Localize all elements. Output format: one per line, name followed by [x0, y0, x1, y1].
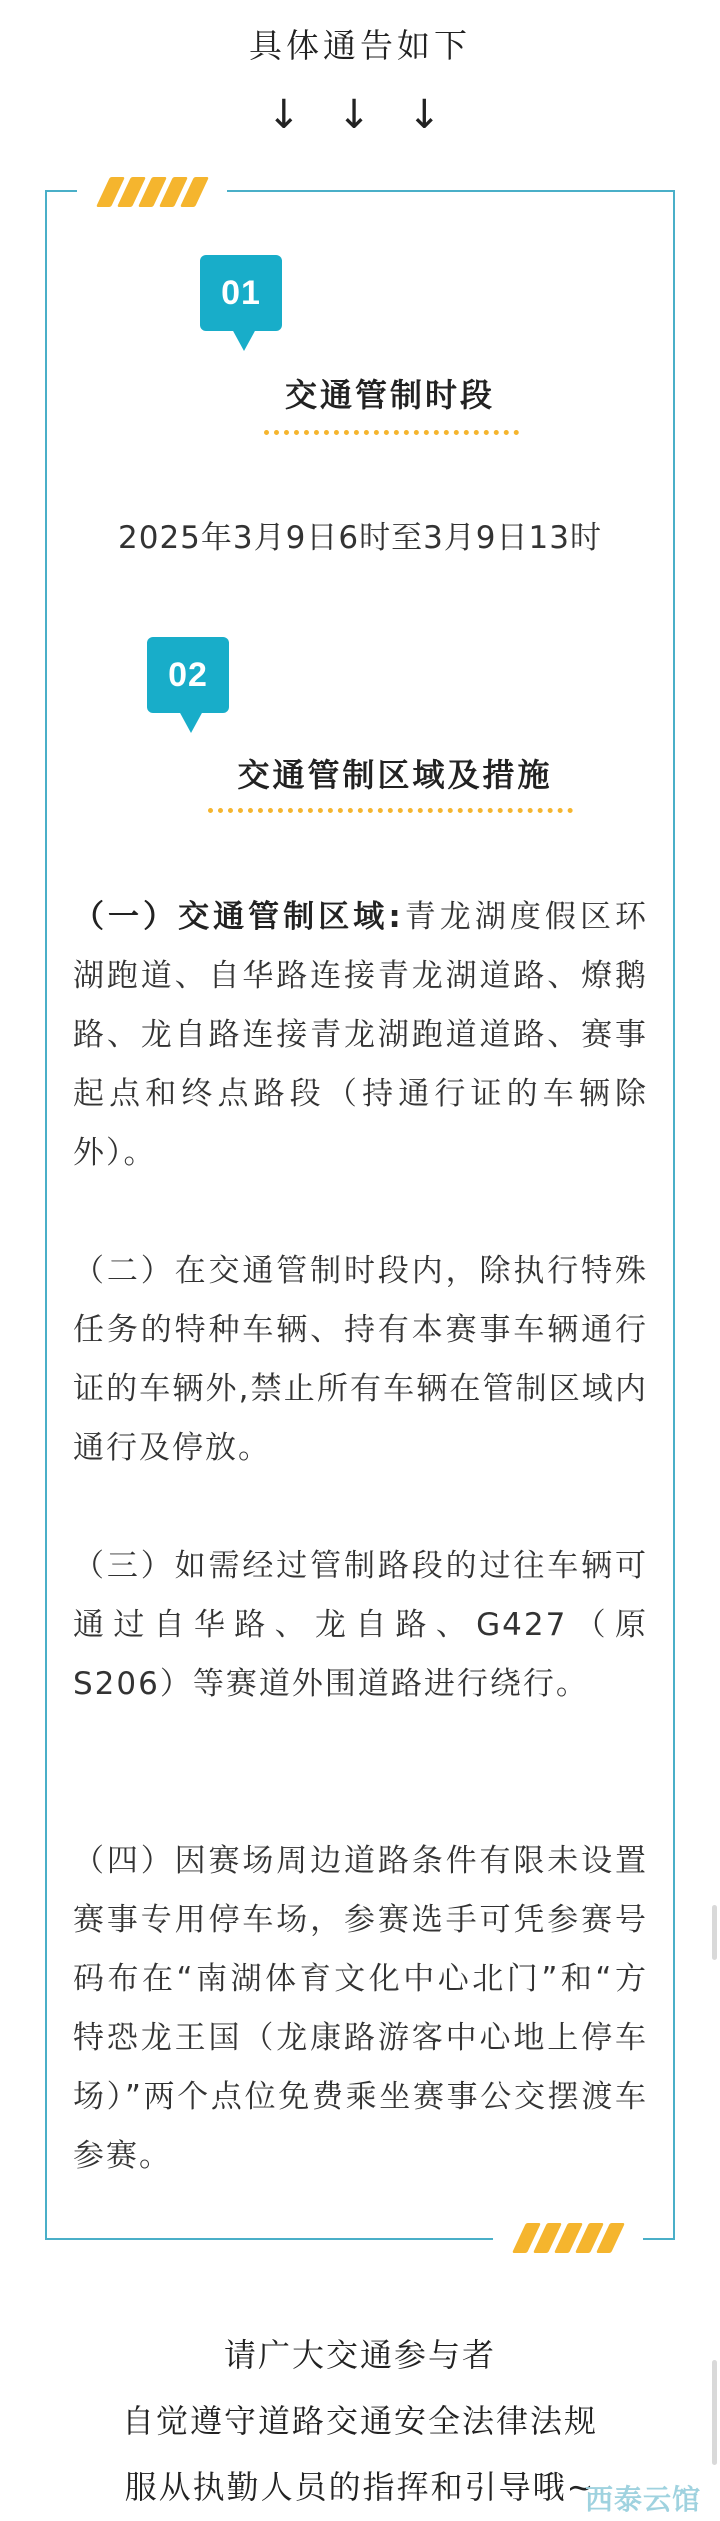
stripe-decoration-icon	[77, 174, 227, 210]
intro-text: 具体通告如下	[249, 26, 471, 65]
title-underline	[208, 808, 573, 813]
closing-line: 服从执勤人员的指挥和引导哦~	[124, 2468, 596, 2506]
scrollbar-thumb[interactable]	[712, 2360, 717, 2465]
section-title: 交通管制区域及措施	[237, 756, 553, 794]
watermark-logo: 西泰云馆	[585, 2483, 702, 2516]
section-number-badge: 02	[147, 637, 229, 713]
stripe-decoration-icon	[493, 2220, 643, 2256]
paragraph-text: 青龙湖度假区环湖跑道、自华路连接青龙湖道路、燎鹅路、龙自路连接青龙湖跑道道路、赛事起点和终点路段（持通行证的车辆除外）。	[73, 899, 648, 1171]
measure-paragraph: （三）如需经过管制路段的过往车辆可通过自华路、龙自路、G427（原S206）等赛道外围道路进行绕行。	[73, 1548, 648, 1702]
measure-paragraph	[73, 888, 648, 1183]
down-arrows-icon: ↓ ↓ ↓	[267, 92, 453, 138]
control-time: 2025年3月9日6时至3月9日13时	[118, 520, 602, 556]
paragraph-heading: （一）交通管制区域:	[73, 899, 403, 935]
section-title: 交通管制时段	[284, 376, 495, 414]
section-number-badge: 01	[200, 255, 282, 331]
scrollbar-thumb[interactable]	[712, 1905, 717, 1960]
measure-paragraph: （四）因赛场周边道路条件有限未设置赛事专用停车场，参赛选手可凭参赛号码布在“南湖体育文化中心北门”和“方特恐龙王国（龙康路游客中心地上停车场）”两个点位免费乘坐赛事公交摆渡车参赛。	[73, 1843, 648, 2174]
measure-paragraph: （二）在交通管制时段内，除执行特殊任务的特种车辆、持有本赛事车辆通行证的车辆外,禁止所有车辆在管制区域内通行及停放。	[73, 1253, 648, 1466]
closing-line: 请广大交通参与者	[223, 2336, 496, 2374]
closing-line: 自觉遵守道路交通安全法律法规	[121, 2402, 598, 2440]
title-underline	[264, 430, 519, 435]
